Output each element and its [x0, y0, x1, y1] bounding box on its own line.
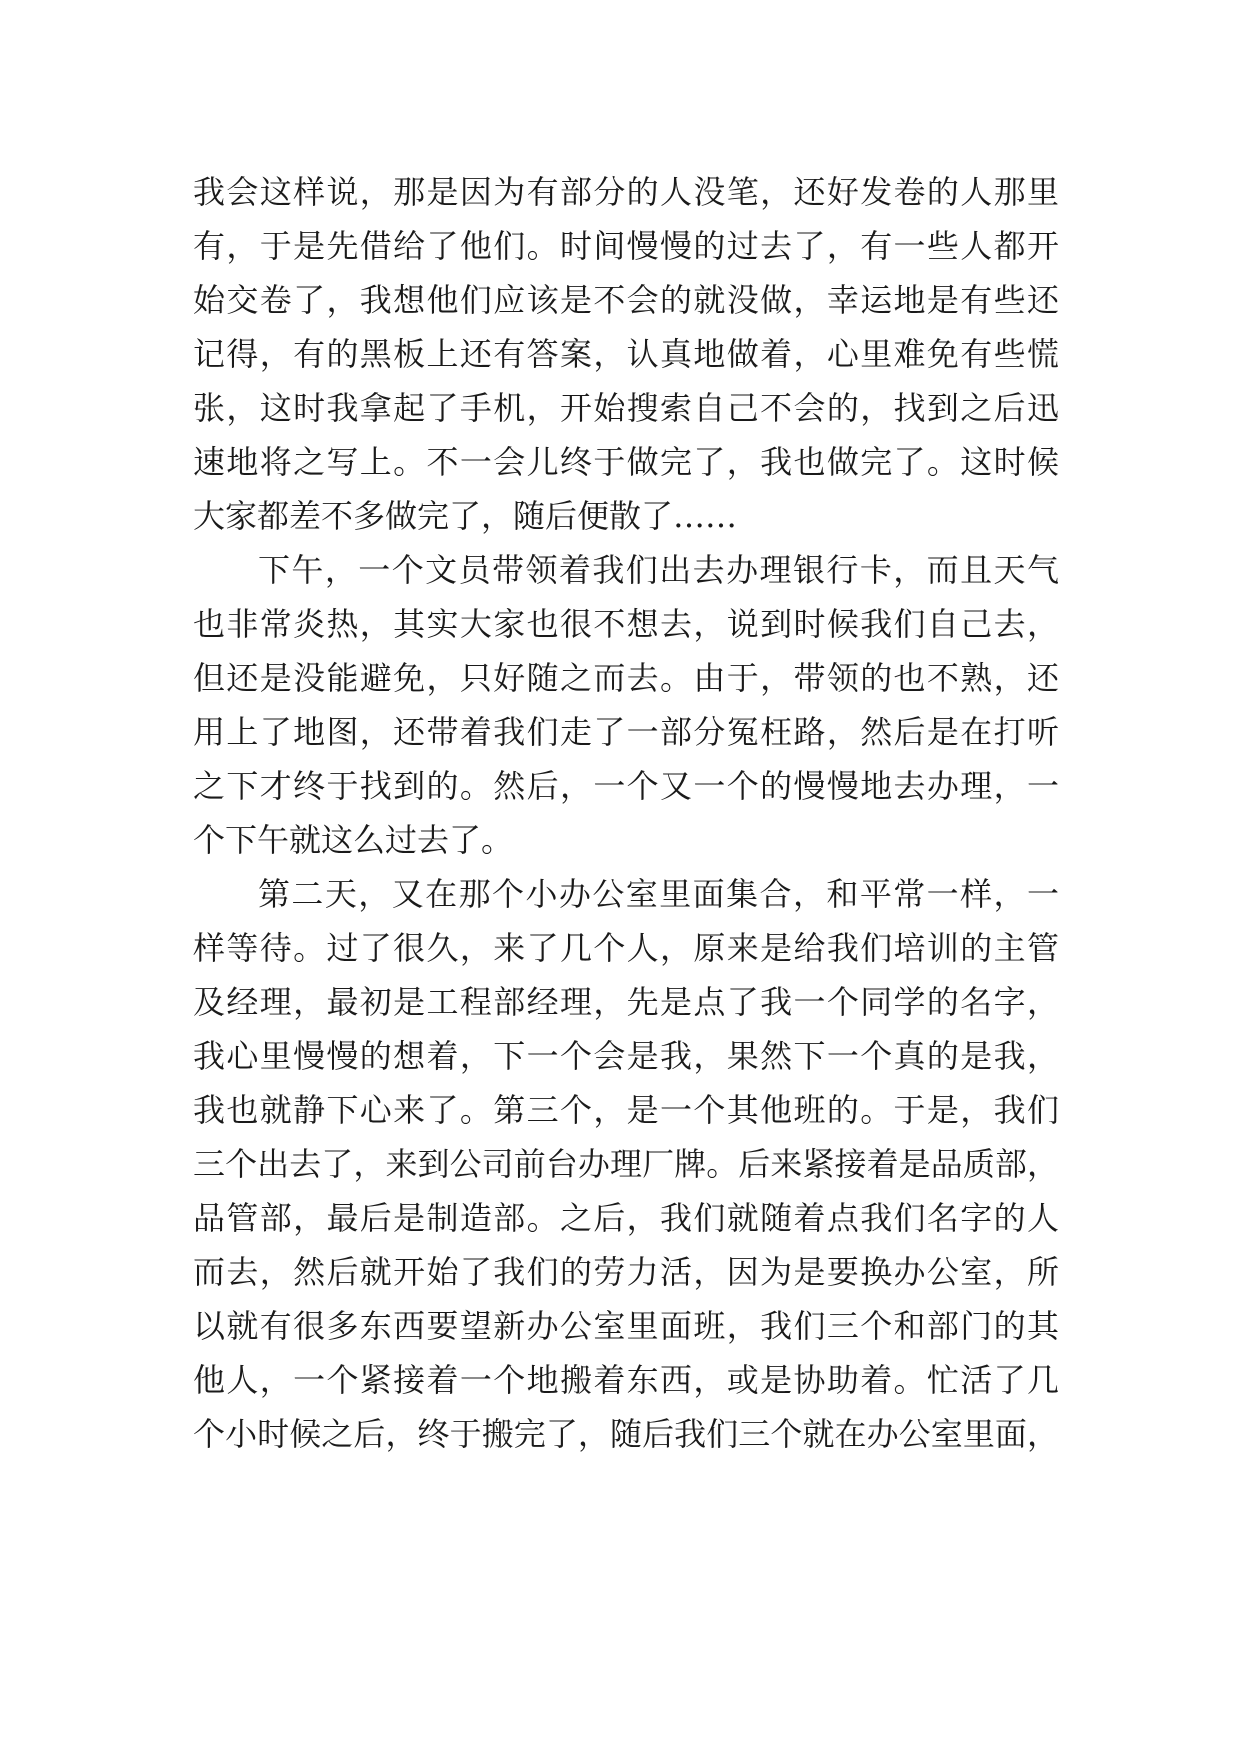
text-line: 大家都差不多做完了，随后便散了……: [193, 497, 738, 535]
text-line: 有，于是先借给了他们。时间慢慢的过去了，有一些人都开: [193, 227, 1059, 265]
text-line: 个下午就这么过去了。: [193, 821, 514, 859]
text-line: 张，这时我拿起了手机，开始搜索自己不会的，找到之后迅: [193, 389, 1059, 427]
text-line: 及经理，最初是工程部经理，先是点了我一个同学的名字，: [193, 983, 1059, 1021]
text-line: 而去，然后就开始了我们的劳力活，因为是要换办公室，所: [193, 1253, 1059, 1291]
text-line: 我心里慢慢的想着，下一个会是我，果然下一个真的是我，: [193, 1037, 1059, 1075]
text-line: 他人，一个紧接着一个地搬着东西，或是协助着。忙活了几: [193, 1361, 1059, 1399]
text-line: 始交卷了，我想他们应该是不会的就没做，幸运地是有些还: [193, 281, 1059, 319]
text-line: 记得，有的黑板上还有答案，认真地做着，心里难免有些慌: [193, 335, 1059, 373]
text-line: 速地将之写上。不一会儿终于做完了，我也做完了。这时候: [193, 443, 1059, 481]
text-line: 之下才终于找到的。然后，一个又一个的慢慢地去办理，一: [193, 767, 1059, 805]
text-line: 三个出去了，来到公司前台办理厂牌。后来紧接着是品质部，: [193, 1145, 1059, 1183]
text-line: 也非常炎热，其实大家也很不想去，说到时候我们自己去，: [193, 605, 1059, 643]
text-line: 我也就静下心来了。第三个，是一个其他班的。于是，我们: [193, 1091, 1059, 1129]
text-line: 我会这样说，那是因为有部分的人没笔，还好发卷的人那里: [193, 173, 1059, 211]
text-line: 样等待。过了很久，来了几个人，原来是给我们培训的主管: [193, 929, 1059, 967]
text-line: 品管部，最后是制造部。之后，我们就随着点我们名字的人: [193, 1199, 1059, 1237]
text-line: 个小时候之后，终于搬完了，随后我们三个就在办公室里面，: [193, 1415, 1059, 1453]
text-line: 以就有很多东西要望新办公室里面班，我们三个和部门的其: [193, 1307, 1059, 1345]
paragraph-first-line: 下午，一个文员带领着我们出去办理银行卡，而且天气: [258, 551, 1059, 589]
text-line: 用上了地图，还带着我们走了一部分冤枉路，然后是在打听: [193, 713, 1059, 751]
paragraph-first-line: 第二天，又在那个小办公室里面集合，和平常一样，一: [258, 875, 1059, 913]
text-line: 但还是没能避免，只好随之而去。由于，带领的也不熟，还: [193, 659, 1059, 697]
